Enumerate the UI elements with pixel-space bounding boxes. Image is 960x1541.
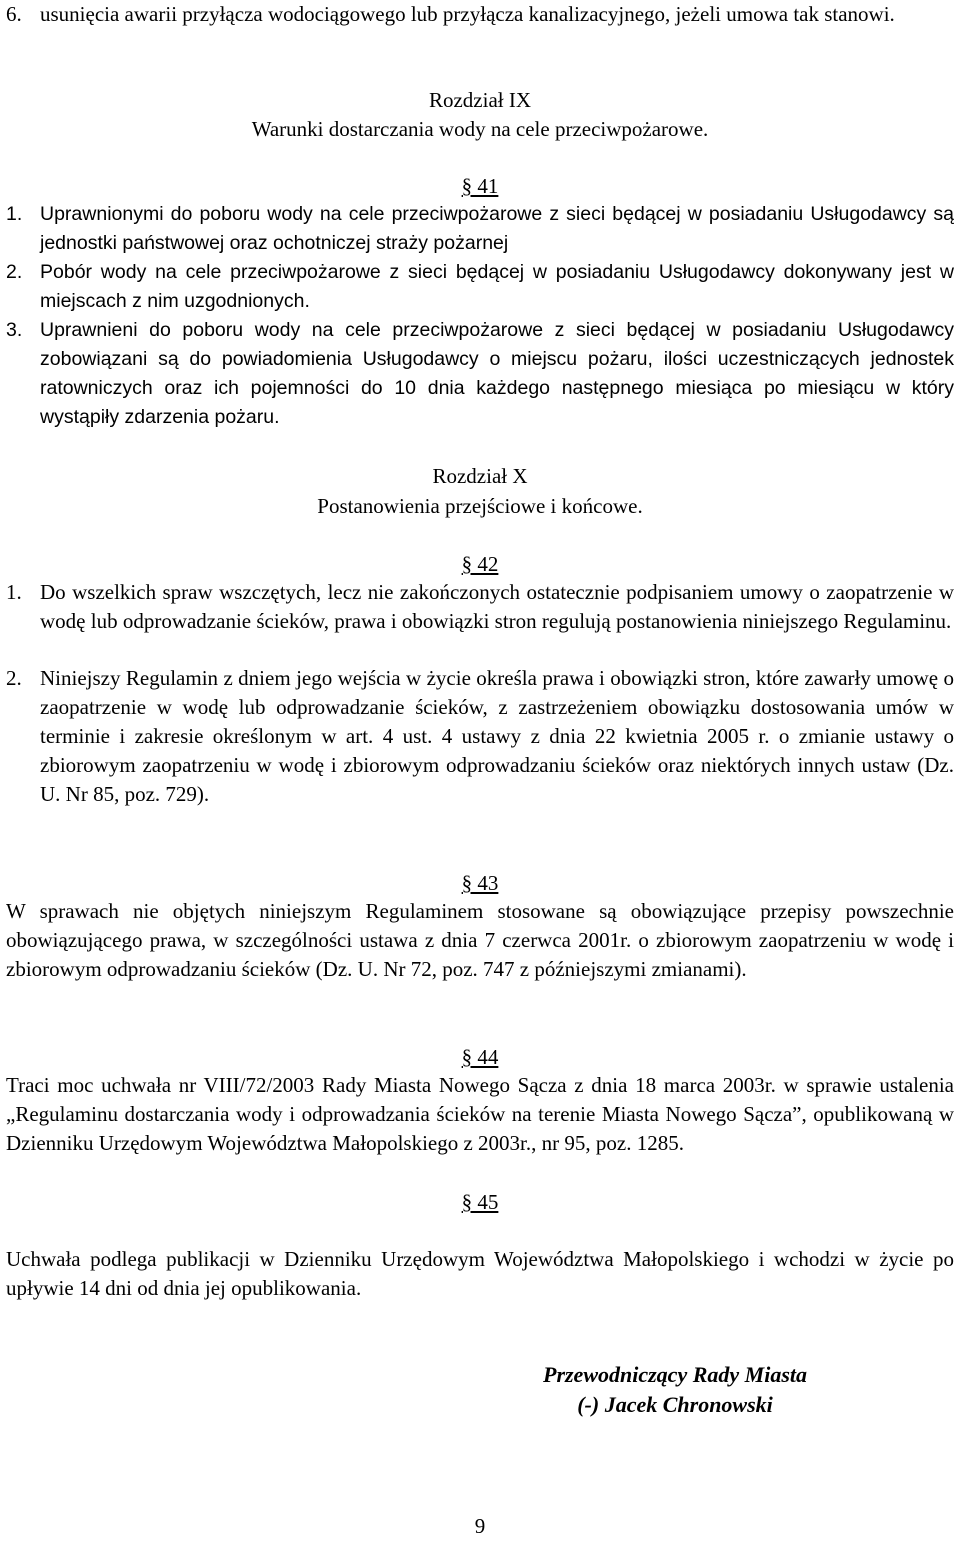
item-number: 1. xyxy=(6,580,22,604)
section-text: Uchwała podlega publikacji w Dzienniku Urzędowym Województwa Małopolskiego i wchodzi w życie po upływie 14 dni od dnia jej opublikowania. xyxy=(6,1247,954,1300)
item-text: Niniejszy Regulamin z dniem jego wejścia w życie określa prawa i obowiązki stron, które zawarły umowę o zaopatrzenie w wodę lub odprowadzanie ścieków, z zastrzeżeniem obowiązku dostosowania umów w terminie i zakresie określonym w art. 4 ust. 4 ustawy z dnia 22 kwietnia 2005 r. o zmianie ustawy o zbiorowym zaopatrzeniu w wodę i zbiorowym odprowadzaniu ścieków oraz niektórych innych ustaw (Dz. U. Nr 85, poz. 729). xyxy=(40,666,954,806)
section-text: W sprawach nie objętych niniejszym Regulaminem stosowane są obowiązujące przepisy powszechnie obowiązującego prawa, w szczególności ustawa z dnia 7 czerwca 2001r. o zbiorowym zaopatrzeniu w wodę i zbiorowym odprowadzaniu ścieków (Dz. U. Nr 72, poz. 747 z późniejszymi zmianami). xyxy=(6,899,954,981)
signature-name: (-) Jacek Chronowski xyxy=(577,1392,773,1417)
section-heading-41 xyxy=(0,172,960,201)
list-item xyxy=(6,664,954,809)
section-label: § 44 xyxy=(461,1045,499,1069)
section-label: § 45 xyxy=(461,1190,499,1214)
list-item xyxy=(6,578,954,636)
item-number: 6. xyxy=(6,2,22,26)
chapter-title: Rozdział IX xyxy=(428,88,532,112)
item-text: Uprawnieni do poboru wody na cele przeciwpożarowe z sieci będącej w posiadaniu Usługodawcy zobowiązani są do powiadomienia Usługodawcy o miejscu pożaru, ilości uczestniczących jednostek ratowniczych oraz ich pojemności do 10 dnia każdego następnego miesiąca po miesiącu w który wystąpiły zdarzenia pożaru. xyxy=(40,319,954,428)
list-item xyxy=(6,316,954,432)
section-label: § 43 xyxy=(461,871,499,895)
section-heading-44 xyxy=(0,1043,960,1072)
item-text: usunięcia awarii przyłącza wodociągowego lub przyłącza kanalizacyjnego, jeżeli umowa tak stanowi. xyxy=(40,2,895,26)
list-item xyxy=(6,258,954,316)
section-heading-42 xyxy=(0,550,960,579)
item-text: Do wszelkich spraw wszczętych, lecz nie zakończonych ostatecznie podpisaniem umowy o zaopatrzenie w wodę lub odprowadzanie ścieków, prawa i obowiązki stron regulują postanowienia niniejszego Regulaminu. xyxy=(40,580,954,633)
chapter-subtitle: Postanowienia przejściowe i końcowe. xyxy=(317,494,643,518)
item-number: 1. xyxy=(6,203,23,225)
item-text: Uprawnionymi do poboru wody na cele przeciwpożarowe z sieci będącej w posiadaniu Usługodawcy są jednostki państwowej oraz ochotniczej straży pożarnej xyxy=(40,203,954,254)
item-number: 2. xyxy=(6,666,22,690)
section-label: § 41 xyxy=(461,174,499,198)
section-heading-45 xyxy=(0,1188,960,1217)
item-text: Pobór wody na cele przeciwpożarowe z sieci będącej w posiadaniu Usługodawcy dokonywany jest w miejscach z nim uzgodnionych. xyxy=(40,261,954,312)
section-label: § 42 xyxy=(461,552,499,576)
page-number: 9 xyxy=(474,1514,486,1538)
chapter-subtitle: Warunki dostarczania wody na cele przeciwpożarowe. xyxy=(251,117,709,141)
signature-title: Przewodniczący Rady Miasta xyxy=(543,1362,807,1387)
list-item xyxy=(6,0,954,29)
section-heading-43 xyxy=(0,869,960,898)
item-number: 3. xyxy=(6,319,23,341)
list-item xyxy=(6,200,954,258)
item-number: 2. xyxy=(6,261,23,283)
section-text: Traci moc uchwała nr VIII/72/2003 Rady Miasta Nowego Sącza z dnia 18 marca 2003r. w sprawie ustalenia „Regulaminu dostarczania wody i odprowadzania ścieków na terenie Miasta Nowego Sącza”, opublikowaną w Dzienniku Urzędowym Województwa Małopolskiego z 2003r., nr 95, poz. 1285. xyxy=(6,1073,954,1155)
chapter-title: Rozdział X xyxy=(432,464,528,488)
